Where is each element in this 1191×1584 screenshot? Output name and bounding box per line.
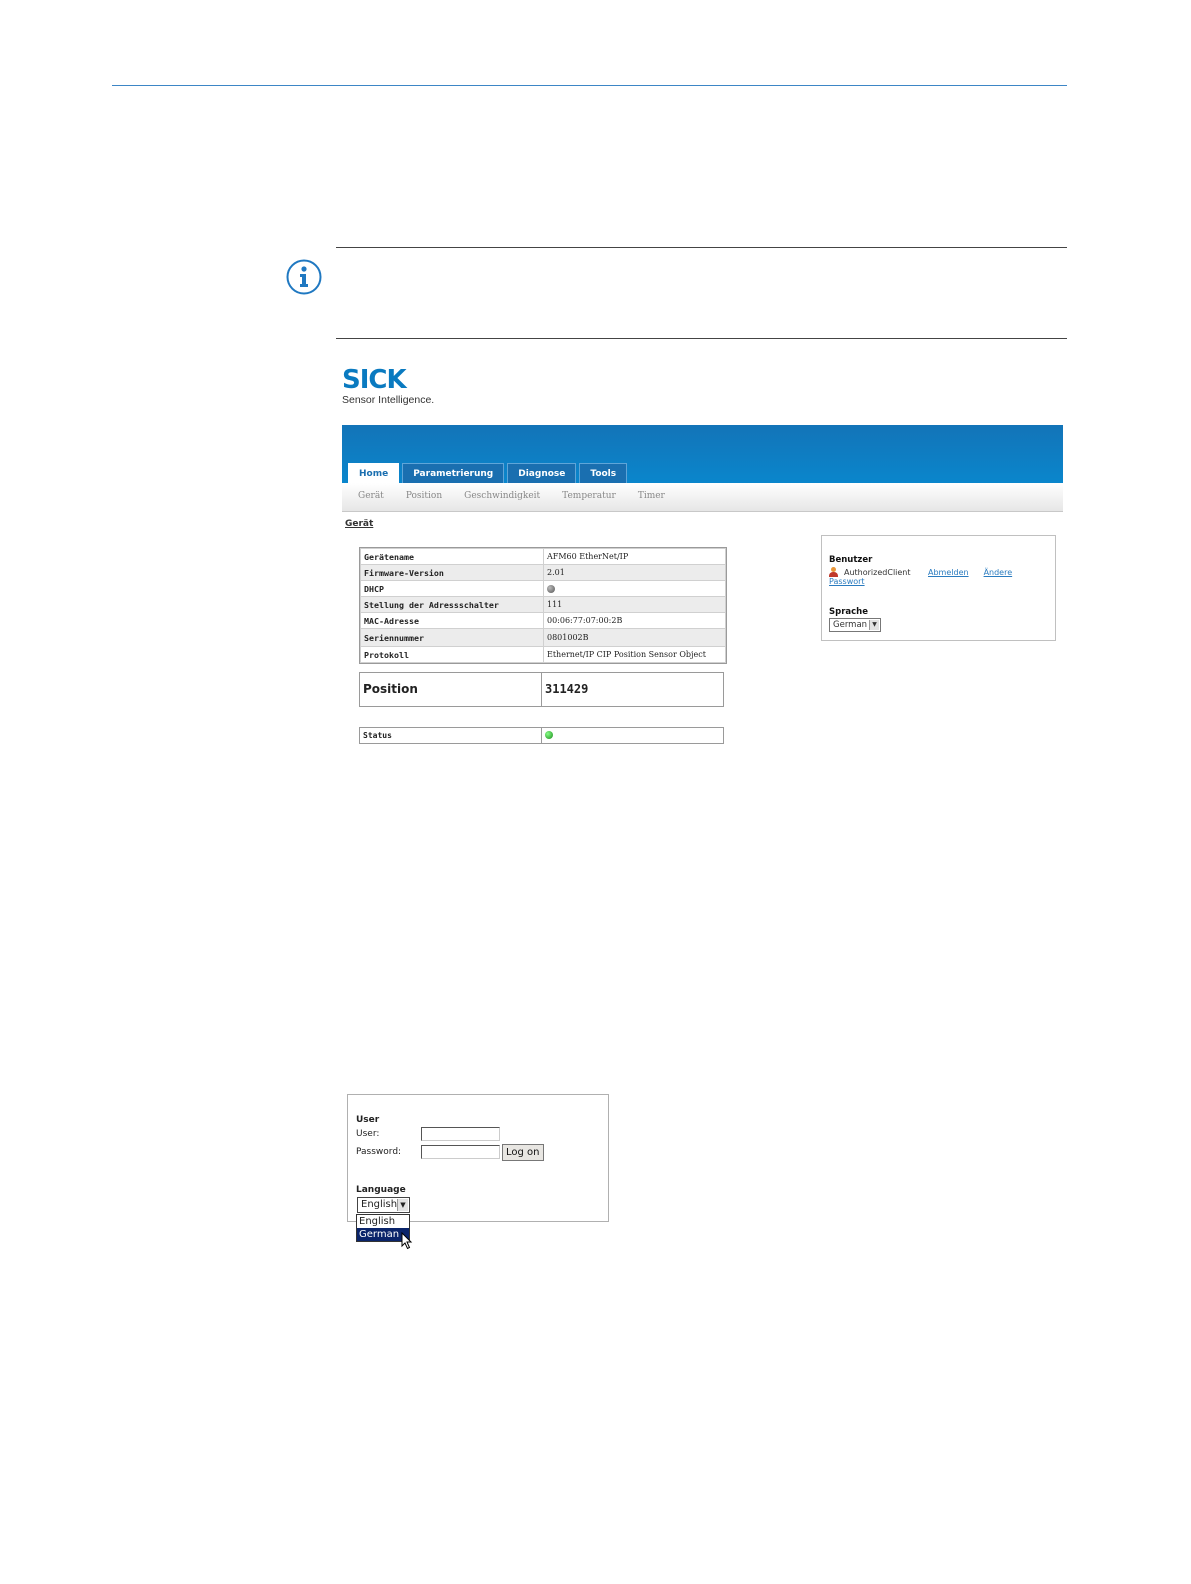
- language-title: Sprache: [829, 607, 868, 617]
- tab-tools[interactable]: Tools: [579, 463, 627, 483]
- status-display: [359, 727, 724, 744]
- dropdown-option-german[interactable]: German: [357, 1228, 409, 1241]
- password-input[interactable]: [421, 1145, 500, 1159]
- position-label: Position: [360, 673, 542, 706]
- password-link[interactable]: Passwort: [829, 577, 865, 586]
- password-field-label: Password:: [356, 1147, 402, 1157]
- language-select[interactable]: [829, 618, 881, 632]
- info-key: Protokoll: [361, 647, 544, 663]
- mouse-pointer-icon: [401, 1232, 413, 1250]
- login-language-value: English: [361, 1199, 398, 1210]
- subnav-geraet[interactable]: Gerät: [358, 491, 384, 501]
- position-value: 311429: [545, 682, 589, 696]
- tab-parametrierung[interactable]: Parametrierung: [402, 463, 504, 483]
- logout-link[interactable]: Abmelden: [928, 567, 969, 577]
- logo-word: SICK: [342, 365, 406, 395]
- info-value: 2.01: [544, 565, 726, 581]
- login-panel-title: User: [356, 1115, 380, 1125]
- info-value: 0801002B: [544, 629, 726, 647]
- info-icon: [286, 259, 322, 295]
- device-info-table: [359, 547, 727, 664]
- user-panel: [821, 535, 1056, 641]
- table-row: [361, 565, 726, 581]
- status-label: Status: [360, 728, 542, 743]
- table-row: [361, 549, 726, 565]
- table-row: [361, 647, 726, 663]
- position-display: [359, 672, 724, 707]
- chevron-down-icon[interactable]: ▼: [869, 620, 879, 630]
- info-key: Stellung der Adressschalter: [361, 597, 544, 613]
- user-name: AuthorizedClient: [844, 567, 911, 577]
- dhcp-status-icon: [547, 585, 555, 593]
- login-panel: [347, 1094, 609, 1222]
- language-select-value: German: [833, 620, 868, 630]
- subnav-temperatur[interactable]: Temperatur: [562, 491, 616, 501]
- dropdown-option-english[interactable]: English: [359, 1216, 396, 1227]
- table-row: [361, 613, 726, 629]
- note-top-rule: [336, 247, 1067, 248]
- info-key: Firmware-Version: [361, 565, 544, 581]
- info-key: DHCP: [361, 581, 544, 597]
- table-row: [361, 629, 726, 647]
- info-value: 111: [544, 597, 726, 613]
- login-language-title: Language: [356, 1185, 406, 1195]
- logon-button[interactable]: Log on: [502, 1144, 544, 1161]
- breadcrumb[interactable]: Gerät: [345, 519, 374, 529]
- subnav-position[interactable]: Position: [405, 491, 443, 501]
- subnav-timer[interactable]: Timer: [637, 491, 665, 501]
- sick-logo: [342, 366, 434, 406]
- tab-home[interactable]: Home: [348, 463, 399, 483]
- page-header-rule: [112, 85, 1067, 86]
- note-bottom-rule: [336, 338, 1067, 339]
- login-language-select[interactable]: [357, 1197, 410, 1213]
- info-key: MAC-Adresse: [361, 613, 544, 629]
- user-row: [829, 567, 1012, 577]
- logo-tagline: Sensor Intelligence.: [342, 394, 435, 406]
- info-value: Ethernet/IP CIP Position Sensor Object: [544, 647, 726, 663]
- user-input[interactable]: [421, 1127, 500, 1141]
- user-panel-title: Benutzer: [829, 555, 873, 565]
- main-tabs: [348, 463, 627, 483]
- table-row: [361, 597, 726, 613]
- sub-navigation: [342, 483, 1063, 512]
- change-password-link[interactable]: Ändere: [983, 567, 1013, 577]
- tab-diagnose[interactable]: Diagnose: [507, 463, 576, 483]
- chevron-down-icon[interactable]: ▼: [397, 1199, 408, 1211]
- subnav-geschwindigkeit[interactable]: Geschwindigkeit: [464, 491, 541, 501]
- info-key: Gerätename: [361, 549, 544, 565]
- user-icon: [829, 567, 838, 577]
- table-row: [361, 581, 726, 597]
- status-value: [542, 728, 723, 743]
- user-field-label: User:: [356, 1129, 380, 1139]
- info-value: AFM60 EtherNet/IP: [544, 549, 726, 565]
- info-value: 00:06:77:07:00:2B: [544, 613, 726, 629]
- info-key: Seriennummer: [361, 629, 544, 647]
- status-ok-icon: [545, 731, 553, 739]
- info-value: [544, 581, 726, 597]
